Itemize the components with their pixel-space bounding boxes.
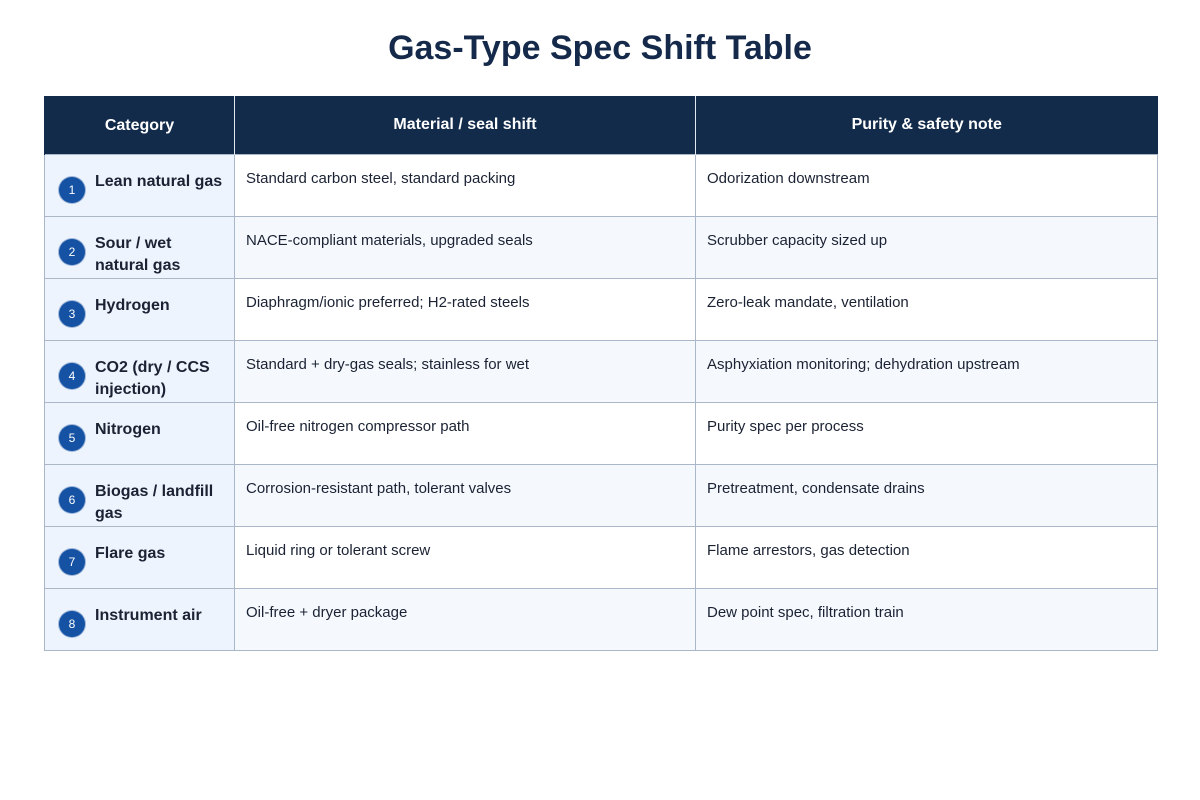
table-header [45, 96, 1158, 155]
column-header-material: Material / seal shift [235, 96, 696, 155]
material-text: Liquid ring or tolerant screw [246, 542, 431, 559]
material-cell [235, 403, 696, 465]
table-row [45, 465, 1158, 527]
row-number-badge: 7 [59, 549, 85, 575]
material-text: Corrosion-resistant path, tolerant valves [246, 480, 512, 497]
table-row [45, 527, 1158, 589]
table-body [45, 155, 1158, 651]
material-cell [235, 527, 696, 589]
note-cell [696, 465, 1158, 527]
note-text: Odorization downstream [707, 170, 870, 187]
column-header-category: Category [45, 96, 235, 155]
column-header-note: Purity & safety note [696, 96, 1158, 155]
note-cell [696, 403, 1158, 465]
note-text: Zero-leak mandate, ventilation [707, 294, 909, 311]
category-label: Instrument air [95, 607, 202, 624]
row-number-badge: 6 [59, 487, 85, 513]
row-number-badge: 4 [59, 363, 85, 389]
category-label: Sour / wet natural gas [95, 235, 181, 274]
category-label: CO2 (dry / CCS injection) [95, 359, 210, 398]
category-label: Lean natural gas [95, 173, 223, 190]
material-text: Oil-free nitrogen compressor path [246, 418, 470, 435]
note-cell [696, 279, 1158, 341]
row-number-badge: 8 [59, 611, 85, 637]
header-row [45, 96, 1158, 155]
material-text: Oil-free + dryer package [246, 604, 408, 621]
row-number-badge: 2 [59, 239, 85, 265]
table-row [45, 341, 1158, 403]
table-row [45, 403, 1158, 465]
note-cell [696, 341, 1158, 403]
material-cell [235, 465, 696, 527]
material-text: Standard + dry-gas seals; stainless for wet [246, 356, 530, 373]
category-cell [45, 589, 235, 651]
note-text: Asphyxiation monitoring; dehydration upstream [707, 356, 1020, 373]
spec-table [44, 96, 1158, 651]
note-text: Scrubber capacity sized up [707, 232, 888, 249]
category-label: Biogas / landfill gas [95, 483, 214, 522]
category-label: Nitrogen [95, 421, 161, 438]
material-text: NACE-compliant materials, upgraded seals [246, 232, 533, 249]
note-text: Dew point spec, filtration train [707, 604, 904, 621]
table-row [45, 279, 1158, 341]
category-cell [45, 403, 235, 465]
note-cell [696, 155, 1158, 217]
note-text: Purity spec per process [707, 418, 864, 435]
note-cell [696, 527, 1158, 589]
category-label: Flare gas [95, 545, 166, 562]
note-cell [696, 589, 1158, 651]
material-cell [235, 341, 696, 403]
material-cell [235, 217, 696, 279]
material-cell [235, 155, 696, 217]
row-number-badge: 1 [59, 177, 85, 203]
note-text: Pretreatment, condensate drains [707, 480, 925, 497]
category-cell [45, 465, 235, 527]
category-cell [45, 279, 235, 341]
category-cell [45, 155, 235, 217]
material-text: Diaphragm/ionic preferred; H2-rated steels [246, 294, 530, 311]
table-row [45, 155, 1158, 217]
row-number-badge: 5 [59, 425, 85, 451]
row-number-badge: 3 [59, 301, 85, 327]
page-title: Gas-Type Spec Shift Table [388, 29, 812, 67]
material-cell [235, 279, 696, 341]
category-cell [45, 341, 235, 403]
category-label: Hydrogen [95, 297, 170, 314]
material-text: Standard carbon steel, standard packing [246, 170, 516, 187]
material-cell [235, 589, 696, 651]
category-cell [45, 217, 235, 279]
note-text: Flame arrestors, gas detection [707, 542, 910, 559]
table-row [45, 589, 1158, 651]
category-cell [45, 527, 235, 589]
note-cell [696, 217, 1158, 279]
table-row [45, 217, 1158, 279]
